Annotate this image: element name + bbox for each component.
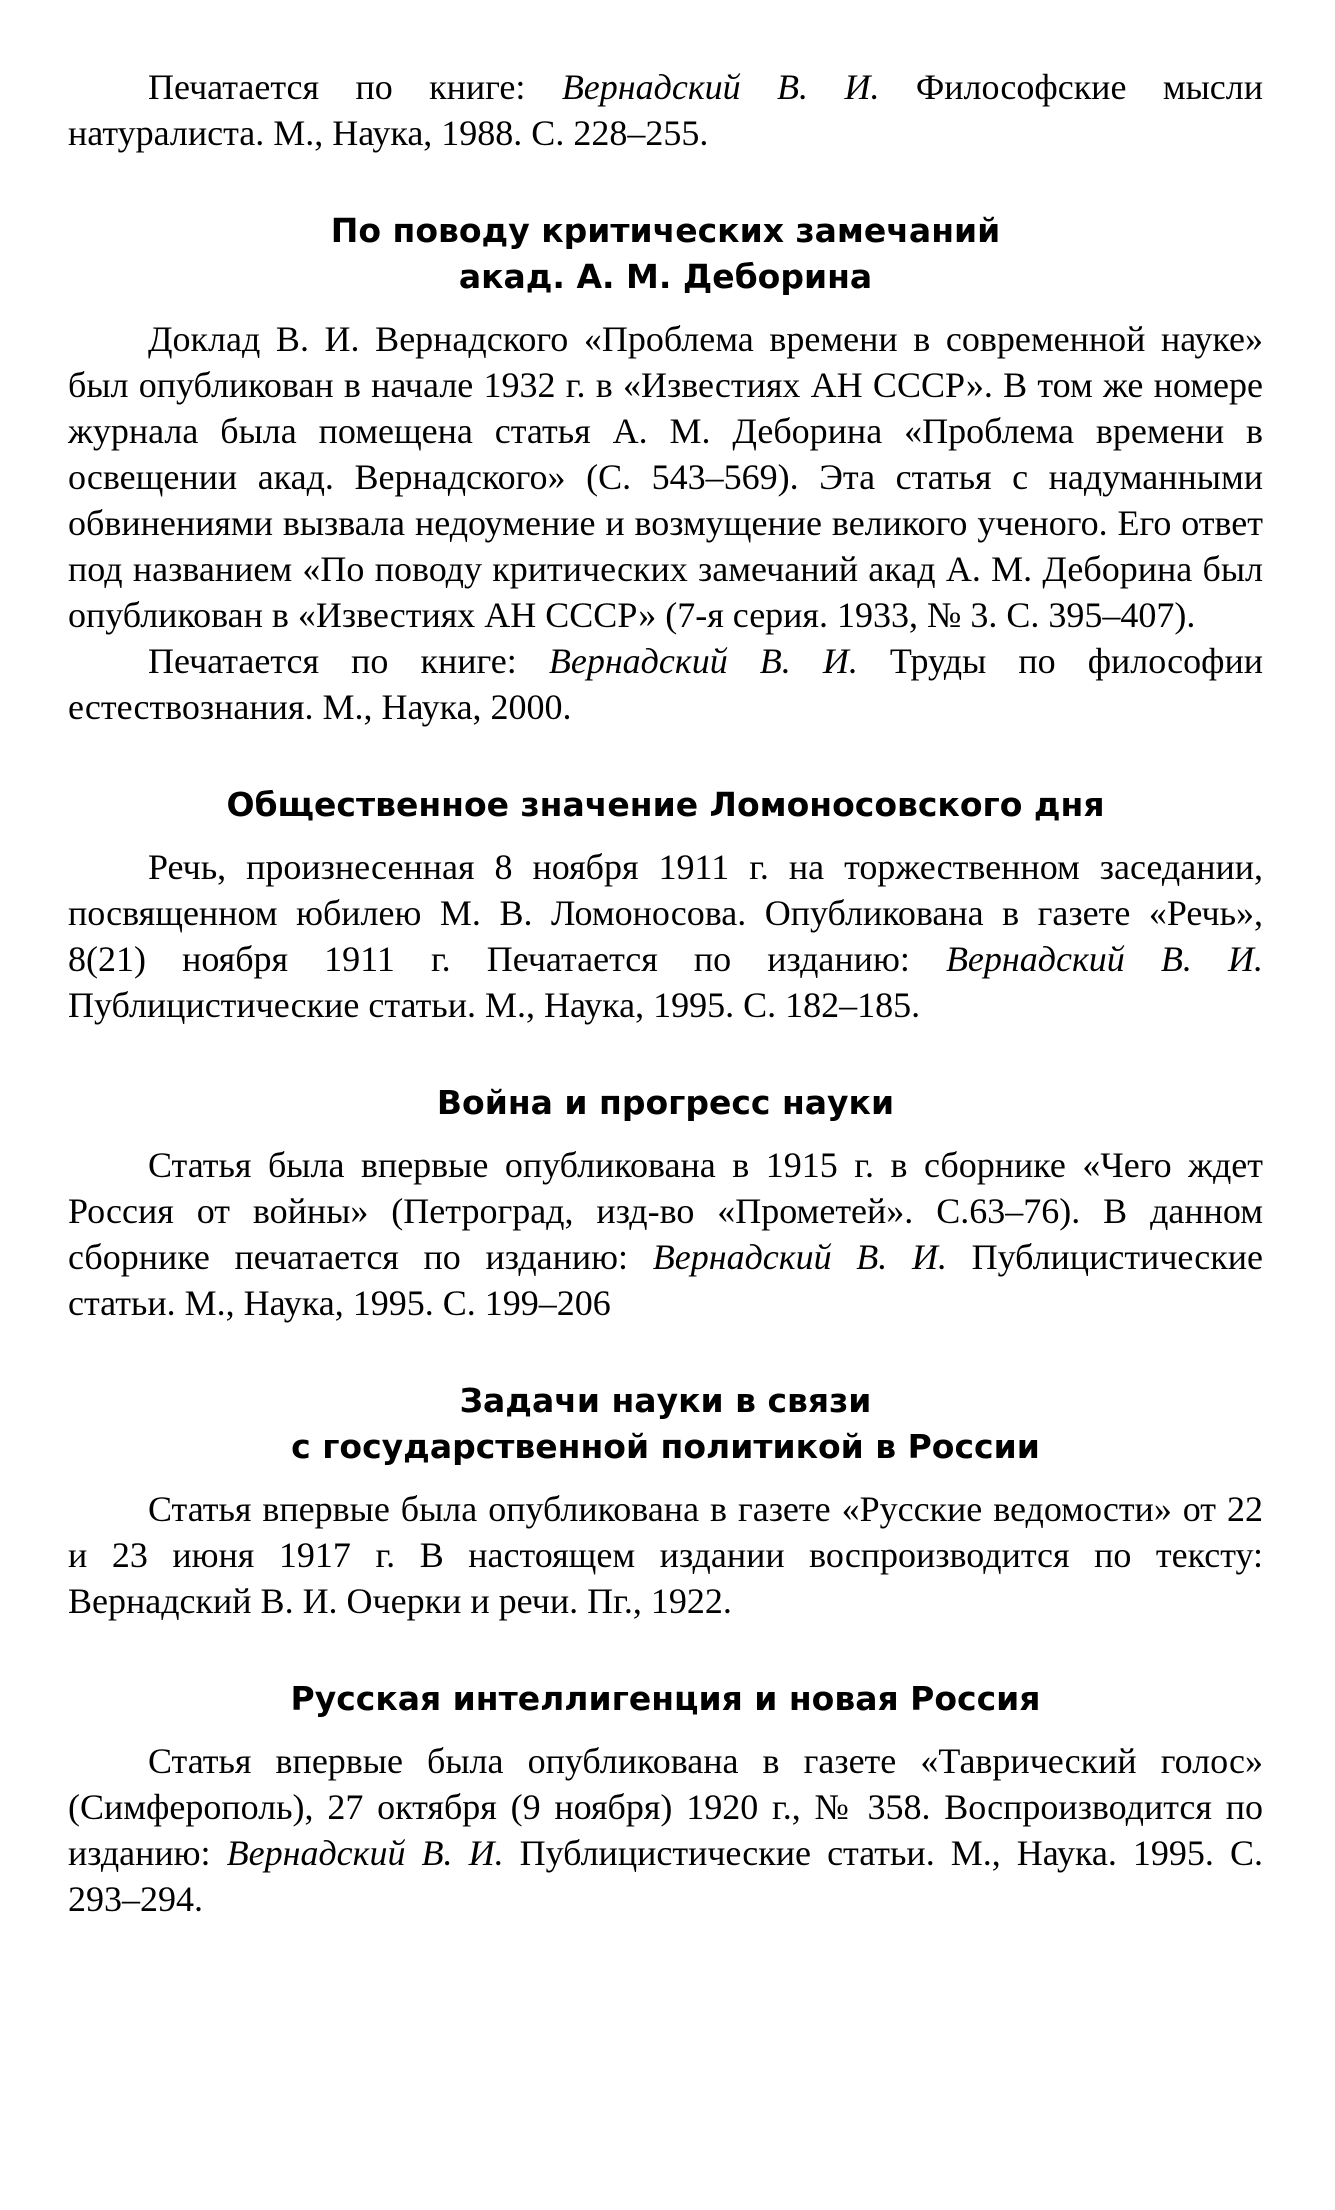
section: [68, 1676, 1263, 1922]
paragraph-text: Печатается по книге:: [148, 641, 549, 681]
section-heading: [68, 1080, 1263, 1126]
author-name: Вернадский В. И.: [945, 939, 1263, 979]
section: [68, 1378, 1263, 1624]
heading-spacer: [68, 1126, 1263, 1142]
section-spacer: [68, 1326, 1263, 1378]
section-spacer: [68, 1028, 1263, 1080]
section-heading-line: с государственной политикой в России: [291, 1427, 1040, 1466]
section-spacer: [68, 730, 1263, 782]
section-spacer: [68, 1624, 1263, 1676]
section-paragraph: [68, 638, 1263, 730]
section-heading-line: Русская интеллигенция и новая Россия: [290, 1679, 1041, 1718]
document-page: [68, 64, 1263, 1922]
heading-spacer: [68, 828, 1263, 844]
section-heading-line: Задачи науки в связи: [459, 1381, 872, 1420]
section-heading: [68, 782, 1263, 828]
intro-prefix: Печатается по книге:: [148, 67, 562, 107]
intro-paragraph: [68, 64, 1263, 156]
section-heading-line: Общественное значение Ломоносовского дня: [226, 785, 1105, 824]
section-paragraph: [68, 1142, 1263, 1326]
paragraph-text: Публицистические статьи. М., Наука, 1995. С. 182–185.: [68, 985, 921, 1025]
section-paragraph: [68, 316, 1263, 638]
section-heading-line: Война и прогресс науки: [436, 1083, 895, 1122]
section-paragraph: [68, 1738, 1263, 1922]
intro-author: Вернадский В. И.: [561, 67, 880, 107]
intro-suffix: Философские мысли натуралиста. М., Наука, 1988. С. 228–255.: [68, 67, 1263, 153]
section-heading: [68, 1676, 1263, 1722]
sections-container: [68, 156, 1263, 1922]
section-spacer: [68, 156, 1263, 208]
author-name: Вернадский В. И.: [226, 1833, 504, 1873]
section-heading-line: По поводу критических замечаний: [330, 211, 1001, 250]
section-heading-line: акад. А. М. Деборина: [458, 257, 873, 296]
paragraph-text: Статья впервые была опубликована в газете «Таврический голос» (Симферополь), 27 октября (9 ноября) 1920 г., № 358. Воспроизводится по изданию:: [68, 1741, 1263, 1873]
heading-spacer: [68, 300, 1263, 316]
section-paragraph: [68, 1486, 1263, 1624]
section: [68, 208, 1263, 730]
paragraph-text: Статья была впервые опубликована в 1915 г. в сборнике «Чего ждет Россия от войны» (Петроград, изд-во «Прометей». С.63–76). В данном сборнике печатается по изданию:: [68, 1145, 1263, 1277]
author-name: Вернадский В. И.: [652, 1237, 947, 1277]
section: [68, 1080, 1263, 1326]
section-paragraph: [68, 844, 1263, 1028]
paragraph-text: Доклад В. И. Вернадского «Проблема времени в современной науке» был опубликован в начале 1932 г. в «Известиях АН СССР». В том же номере журнала была помещена статья А. М. Деборина «Проблема времени в освещении акад. Вернадского» (С. 543–569). Эта статья с надуманными обвинениями вызвала недоумение и возмущение великого ученого. Его ответ под названием «По поводу критических замечаний акад А. М. Деборина был опубликован в «Известиях АН СССР» (7-я серия. 1933, № 3. С. 395–407).: [68, 319, 1263, 635]
author-name: Вернадский В. И.: [548, 641, 858, 681]
paragraph-text: Статья впервые была опубликована в газете «Русские ведомости» от 22 и 23 июня 1917 г. В настоящем издании воспроизводится по тексту: Вернадский В. И. Очерки и речи. Пг., 1922.: [68, 1489, 1263, 1621]
section-heading: [68, 208, 1263, 300]
paragraph-text: Труды по философии естествознания. М., Наука, 2000.: [68, 641, 1263, 727]
section-heading: [68, 1378, 1263, 1470]
section: [68, 782, 1263, 1028]
paragraph-text: Публицистические статьи. М., Наука, 1995. С. 199–206: [68, 1237, 1264, 1323]
heading-spacer: [68, 1722, 1263, 1738]
paragraph-text: Речь, произнесенная 8 ноября 1911 г. на торжественном заседании, посвященном юбилею М. В. Ломоносова. Опубликована в газете «Речь», 8(21) ноября 1911 г. Печатается по изданию:: [68, 847, 1263, 979]
paragraph-text: Публицистические статьи. М., Наука. 1995. С. 293–294.: [68, 1833, 1263, 1919]
heading-spacer: [68, 1470, 1263, 1486]
